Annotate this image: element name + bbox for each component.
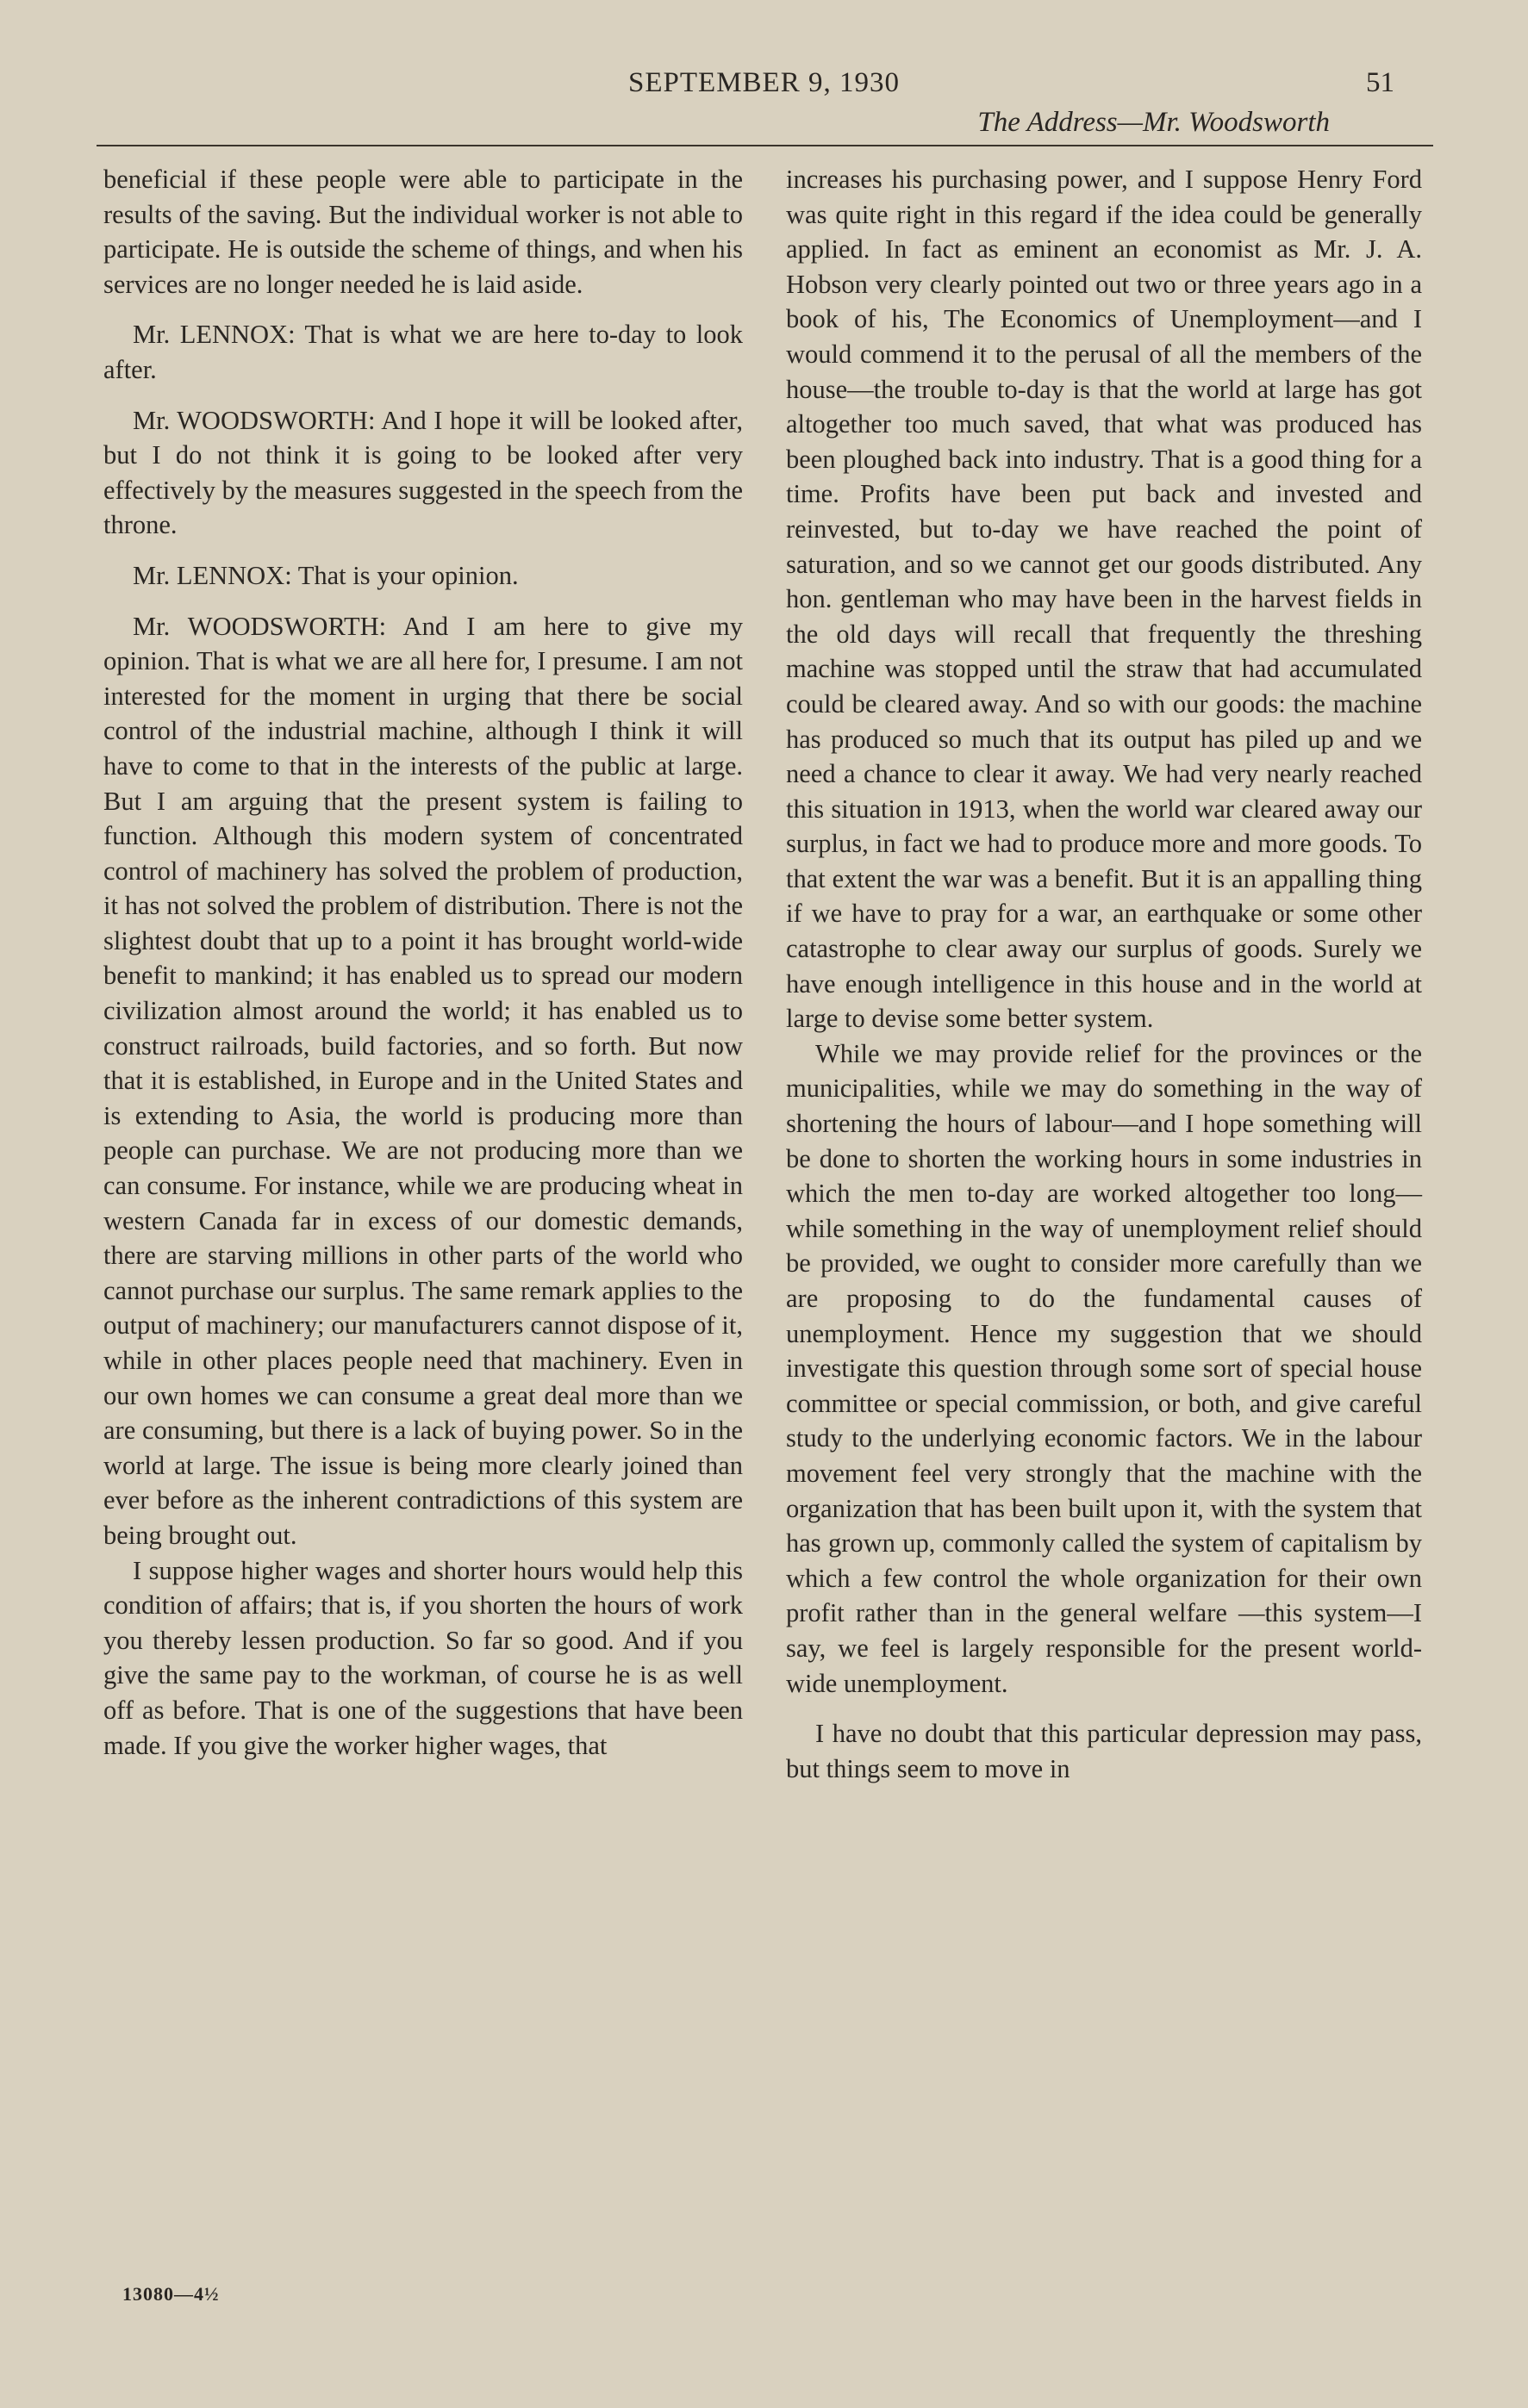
paragraph: I suppose higher wages and shorter hours would help this condition of affairs; that is, if you shorten the hours of work you thereby lessen production. So far so good. And if you give the same pay to the workman, of course he is as well off as before. That is one of the suggestions that have been made. If you give the worker higher wages, that	[103, 1555, 743, 1760]
paragraph: Mr. LENNOX: That is what we are here to-day to look after.	[103, 320, 743, 384]
paragraph: increases his purchasing power, and I suppose Henry Ford was quite right in this regard if the idea could be generally applied. In fact as eminent an economist as Mr. J. A. Hobson very clearly pointed out two or three years ago in a book of his, The Economics of Unemployment—and I would commend it to the perusal of all the members of the house—the trouble to-day is that the world at large has got altogether too much saved, that what was produced has been ploughed back into industry. That is a good thing for a time. Profits have been put back and invested and reinvested, but to-day we have reached the point of saturation, and so we cannot get our goods distributed. Any hon. gentleman who may have been in the harvest fields in the old days will recall that frequently the threshing machine was stopped until the straw that had accumulated could be cleared away. And so with our goods: the machine has produced so much that its output has piled up and we need a chance to clear it away. We had very nearly reached this situation in 1913, when the world war cleared away our surplus, in fact we had to produce more and more goods. To that extent the war was a benefit. But it is an appalling thing if we have to pray for a war, an earthquake or some other catastrophe to clear away our surplus of goods. Surely we have enough intelligence in this house and in the world at large to devise some better system.	[786, 165, 1422, 1034]
paragraph: While we may provide relief for the provinces or the municipalities, while we may do something in the way of shortening the hours of labour—and I hope something will be done to shorten the working hours in some industries in which the men to-day are worked altogether too long—while something in the way of unemployment relief should be provided, we ought to consider more carefully than we are proposing to do the fundamental causes of unemployment. Hence my suggestion that we should investigate this question through some sort of special house committee or special commission, or both, and give careful study to the underlying economic factors. We in the labour movement feel very strongly that the machine with the organization that has been built upon it, with the system that has grown up, commonly called the system of capitalism by which a few control the whole organization for their own profit rather than in the general welfare —this system—I say, we feel is largely responsible for the present world-wide unemployment.	[786, 1038, 1422, 1698]
right-column	[786, 162, 1422, 1801]
page-header	[95, 67, 1433, 153]
page-number: 51	[1366, 67, 1394, 98]
header-date: SEPTEMBER 9, 1930	[628, 67, 900, 98]
paragraph: I have no doubt that this particular depression may pass, but things seem to move in	[786, 1719, 1422, 1783]
paragraph: beneficial if these people were able to participate in the results of the saving. But the individual worker is not able to participate. He is outside the scheme of things, and when his services are no longer needed he is laid aside.	[103, 165, 743, 299]
paragraph: Mr. WOODSWORTH: And I am here to give my opinion. That is what we are all here for, I presume. I am not interested for the moment in urging that there be social control of the industrial machine, although I think it will have to come to that in the interests of the public at large. But I am arguing that the present system is failing to function. Although this modern system of concentrated control of machinery has solved the problem of production, it has not solved the problem of distribution. There is not the slightest doubt that up to a point it has brought world-wide benefit to mankind; it has enabled us to spread our modern civilization almost around the world; it has enabled us to construct railroads, build factories, and so forth. But now that it is established, in Europe and in the United States and is extending to Asia, the world is producing more than people can purchase. We are not producing more than we can consume. For instance, while we are producing wheat in western Canada far in excess of our domestic demands, there are starving millions in other parts of the world who cannot purchase our surplus. The same remark applies to the output of machinery; our manufacturers cannot dispose of it, while in other places people need that machinery. Even in our own homes we can consume a great deal more than we are consuming, but there is a lack of buying power. So in the world at large. The issue is being more clearly joined than ever before as the inherent contradictions of this system are being brought out.	[103, 611, 743, 1550]
signature-mark: 13080—4½	[122, 2283, 220, 2305]
header-rule	[97, 145, 1433, 146]
paragraph: Mr. LENNOX: That is your opinion.	[133, 560, 519, 590]
running-title: The Address—Mr. Woodsworth	[977, 107, 1330, 138]
paragraph: Mr. WOODSWORTH: And I hope it will be looked after, but I do not think it is going to be looked after very effectively by the measures suggested in the speech from the throne.	[103, 405, 743, 540]
left-column	[103, 162, 743, 1763]
